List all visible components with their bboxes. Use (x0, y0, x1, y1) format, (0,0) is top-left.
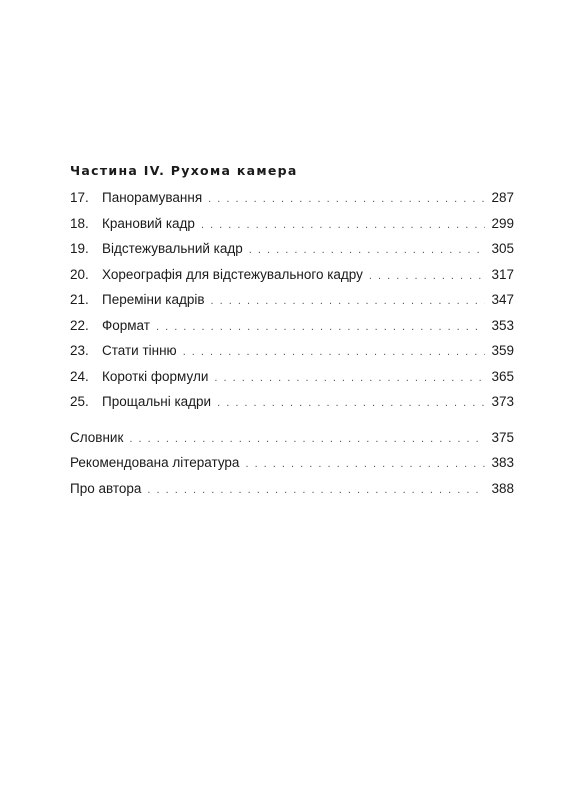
toc-entry[interactable] (70, 338, 514, 364)
chapter-title: Формат (102, 317, 150, 333)
page-number: 359 (491, 343, 514, 358)
chapter-number: 24. (70, 368, 89, 384)
chapter-title: Короткі формули (102, 368, 209, 384)
chapter-title: Відстежувальний кадр (102, 241, 243, 256)
toc-entry[interactable] (70, 185, 514, 211)
chapter-number: 18. (70, 215, 89, 231)
chapter-number: 17. (70, 190, 89, 205)
backmatter-title: Рекомендована література (70, 455, 240, 470)
dot-leader (183, 340, 486, 366)
page-number: 365 (491, 368, 514, 384)
page-number: 305 (491, 241, 514, 256)
dot-leader (129, 427, 485, 453)
page-number: 353 (491, 317, 514, 333)
dot-leader (147, 478, 485, 504)
dot-leader (201, 213, 486, 239)
chapter-title: Хореографія для відстежувального кадру (102, 266, 363, 282)
dot-leader (245, 452, 485, 478)
chapter-title: Переміни кадрів (102, 292, 205, 307)
toc-entry[interactable] (70, 476, 514, 502)
dot-leader (369, 264, 486, 290)
toc-entry[interactable] (70, 425, 514, 451)
dot-leader (211, 289, 486, 315)
chapter-title: Крановий кадр (102, 215, 195, 231)
chapter-number: 22. (70, 317, 89, 333)
page-number: 287 (491, 190, 514, 205)
backmatter-title: Про автора (70, 480, 142, 496)
dot-leader (156, 315, 486, 341)
page-number: 317 (491, 266, 514, 282)
dot-leader (214, 366, 485, 392)
chapter-title: Прощальні кадри (102, 394, 212, 409)
toc-entry[interactable] (70, 450, 514, 476)
chapter-number: 25. (70, 394, 89, 409)
chapter-number: 19. (70, 241, 89, 256)
page-number: 347 (491, 292, 514, 307)
toc-entry[interactable] (70, 287, 514, 313)
page-number: 388 (491, 480, 514, 496)
page-number: 383 (491, 455, 514, 470)
toc-entry[interactable] (70, 389, 514, 415)
chapter-number: 21. (70, 292, 89, 307)
dot-leader (217, 391, 485, 417)
toc-entry[interactable] (70, 211, 514, 237)
chapter-number: 20. (70, 266, 89, 282)
toc-entry[interactable] (70, 313, 514, 339)
toc-entry[interactable] (70, 364, 514, 390)
toc-entry[interactable] (70, 236, 514, 262)
backmatter-list (70, 425, 514, 502)
chapter-list (70, 185, 514, 415)
dot-leader (208, 187, 485, 213)
toc-entry[interactable] (70, 262, 514, 288)
dot-leader (249, 238, 486, 264)
page-number: 375 (491, 429, 514, 445)
page-number: 299 (491, 215, 514, 231)
table-of-contents (70, 160, 514, 501)
page-number: 373 (491, 394, 514, 409)
backmatter-title: Словник (70, 429, 124, 445)
chapter-title: Панорамування (102, 190, 203, 205)
chapter-title: Стати тінню (102, 343, 177, 358)
part-heading: Частина IV. Рухома камера (70, 163, 298, 178)
chapter-number: 23. (70, 343, 89, 358)
